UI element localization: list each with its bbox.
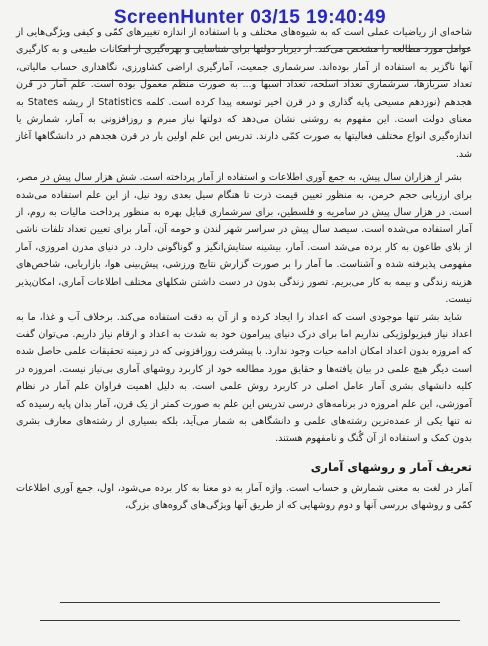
pen-underline [40, 184, 440, 185]
paragraph-3: شاید بشر تنها موجودی است که اعداد را ایجاد کرده و از آن به دقت استفاده می‌کند. برخلاف آب و غذا، ما به اعداد نیاز فیزیولوژیکی نداریم اما برای درک دنیای پیرامون خود به شدت به اعداد و ارقام نیاز داریم. می‌توان گفت که امروزه بدون اعداد امکان ادامه حیات وجود ندارد. با پیشرفت روزافزونی که در زمینه تحقیقات علمی حاصل شده است دیگر هیچ علمی در بیان یافته‌ها و حقایق مورد مطالعه خود از کاربرد روشهای آماری بی‌نیاز نیست. امروزه در کلیه دانشهای بشری آمار عامل اصلی در کاربرد روش علمی است. به دلیل اهمیت فراوان علم آمار در نظام آموزشی، این علم امروزه در برنامه‌های درسی تدریس این علم به صورت کمتر از یک قرن، آمار بدان پایه رسیده که نه تنها یکی از عمده‌ترین رشته‌های علمی و دانشگاهی به شمار می‌آید، بلکه بسیاری از رشته‌های معارف بشری بدون کمک و استفاده از آن گُنگ و نامفهوم هستند. [16, 311, 472, 445]
pen-underline [120, 48, 470, 49]
pen-underline [40, 620, 460, 621]
section-heading: تعریف آمار و روشهای آماری [310, 459, 472, 474]
paragraph-1: شاخه‌ای از ریاضیات عملی است که به شیوه‌های مختلف و با استفاده از اندازه تغییرهای کمّی و کیفی ویژگی‌هایی از عوامل مورد مطالعه را مشخص می‌کند. از دیرباز دولتها برای شناسایی و بهره‌گیری از امکانات طبیعی و به کارگیری آنها ناگزیر به استفاده از آمار بوده‌اند. سرشماری جمعیت، آمارگیری اراضی کشاورزی، نگاهداری حساب مالیاتی، تعداد سربازها، سرشماری تعداد اسلحه، تعداد اسبها و... به صورت منظم معمول بوده است. علم آمار در قرن هجدهم (نوزدهم مسیحی پایه گذاری و در قرن اخیر توسعه پیدا کرده است. کلمه Statistics از ریشه States به معنای دولت است. این مفهوم به روشنی نشان می‌دهد که دولتها نیاز مبرم و روزافزونی به آمار، شمارش یا اندازه‌گیری انواع مختلف فعالیتها به صورت کمّی دارند. تدریس این علم اولین بار در قرن هجدهم در دانشگاهها آغاز شد. [16, 27, 472, 160]
pen-underline [220, 219, 450, 220]
paragraph-4: آمار در لغت به معنی شمارش و حساب است. واژه آمار به دو معنا به کار برده می‌شود، اول، جمع آوری اطلاعات کمّی و روشهای بررسی آنها و دوم روشهایی که از طریق آنها ویژگی‌های گروه‌های بزرگ، [16, 482, 472, 512]
pen-underline [60, 602, 440, 603]
document-body [8, 24, 478, 642]
screenshot-watermark: ScreenHunter 03/15 19:40:49 [113, 7, 387, 28]
pen-underline [30, 80, 450, 81]
paragraph-2: بشر از هزاران سال پیش، به جمع آوری اطلاعات و استفاده از آمار پرداخته است. شش هزار سال پیش در مصر، برای ارزیابی حجم خرمن، به منظور تعیین قیمت ذرت تا هنگام سیل بعدی رود نیل، از این علم استفاده می‌شده است. در هزار سال پیش در سامریه و فلسطین، برای سرشماری قبایل بهره به منظور پرداخت مالیات به روم، از آمار استفاده می‌شده است. سیصد سال پیش در سراسر شهر لندن و حومه آن، آمار برای تعیین تعداد تلفات ناشی از بلای طاعون به کار برده می‌شد است. آمار، بیشینه ستایش‌انگیز و گوناگونی دارد. در دنیای مدرن امروزی، آمار مفهومی پذیرفته شده و آشناست. ما آمار را بر صورت گزارش نتایج ورزشی، پیش‌بینی هوا، بازاریابی، شاخص‌های هزینه زندگی و بیمه به کار می‌بریم. تصور زندگی بدون در دست داشتن شکلهای مختلف اطلاعات آماری، امکان‌پذیر نیست. [16, 172, 472, 306]
